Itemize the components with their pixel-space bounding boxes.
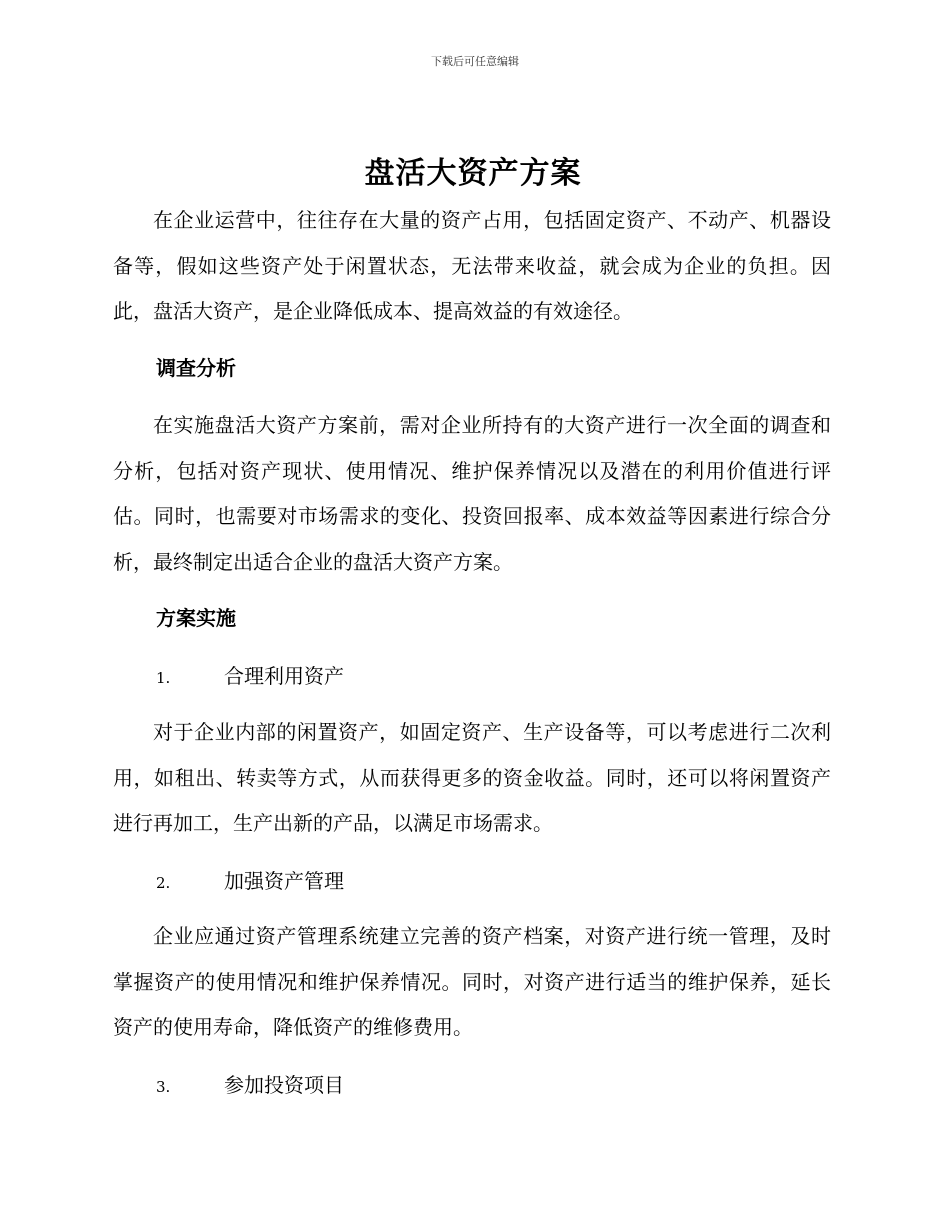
list-item-label: 加强资产管理 <box>224 869 344 893</box>
list-number: 1. <box>156 669 171 687</box>
list-number: 3. <box>156 1078 171 1096</box>
section-heading-implementation: 方案实施 <box>156 606 236 630</box>
list-item-label: 参加投资项目 <box>224 1073 344 1097</box>
list-item-1 <box>156 661 344 693</box>
list-item-1-paragraph: 对于企业内部的闲置资产，如固定资产、生产设备等，可以考虑进行二次利用，如租出、转卖等方式，从而获得更多的资金收益。同时，还可以将闲置资产进行再加工，生产出新的产品，以满足市场需求。 <box>113 720 831 835</box>
list-item-label: 合理利用资产 <box>224 664 344 688</box>
intro-paragraph: 在企业运营中，往往存在大量的资产占用，包括固定资产、不动产、机器设备等，假如这些资产处于闲置状态，无法带来收益，就会成为企业的负担。因此，盘活大资产，是企业降低成本、提高效益的有效途径。 <box>113 208 831 323</box>
list-number: 2. <box>156 874 171 892</box>
document-title: 盘活大资产方案 <box>364 156 582 191</box>
section-heading-survey: 调查分析 <box>156 356 236 380</box>
list-item-2 <box>156 866 344 898</box>
list-item-2-paragraph: 企业应通过资产管理系统建立完善的资产档案，对资产进行统一管理，及时掌握资产的使用情况和维护保养情况。同时，对资产进行适当的维护保养，延长资产的使用寿命，降低资产的维修费用。 <box>113 924 831 1039</box>
survey-paragraph: 在实施盘活大资产方案前，需对企业所持有的大资产进行一次全面的调查和分析，包括对资产现状、使用情况、维护保养情况以及潜在的利用价值进行评估。同时，也需要对市场需求的变化、投资回报率、成本效益等因素进行综合分析，最终制定出适合企业的盘活大资产方案。 <box>113 413 831 574</box>
header-note: 下载后可任意编辑 <box>431 55 519 68</box>
list-item-3 <box>156 1070 344 1102</box>
